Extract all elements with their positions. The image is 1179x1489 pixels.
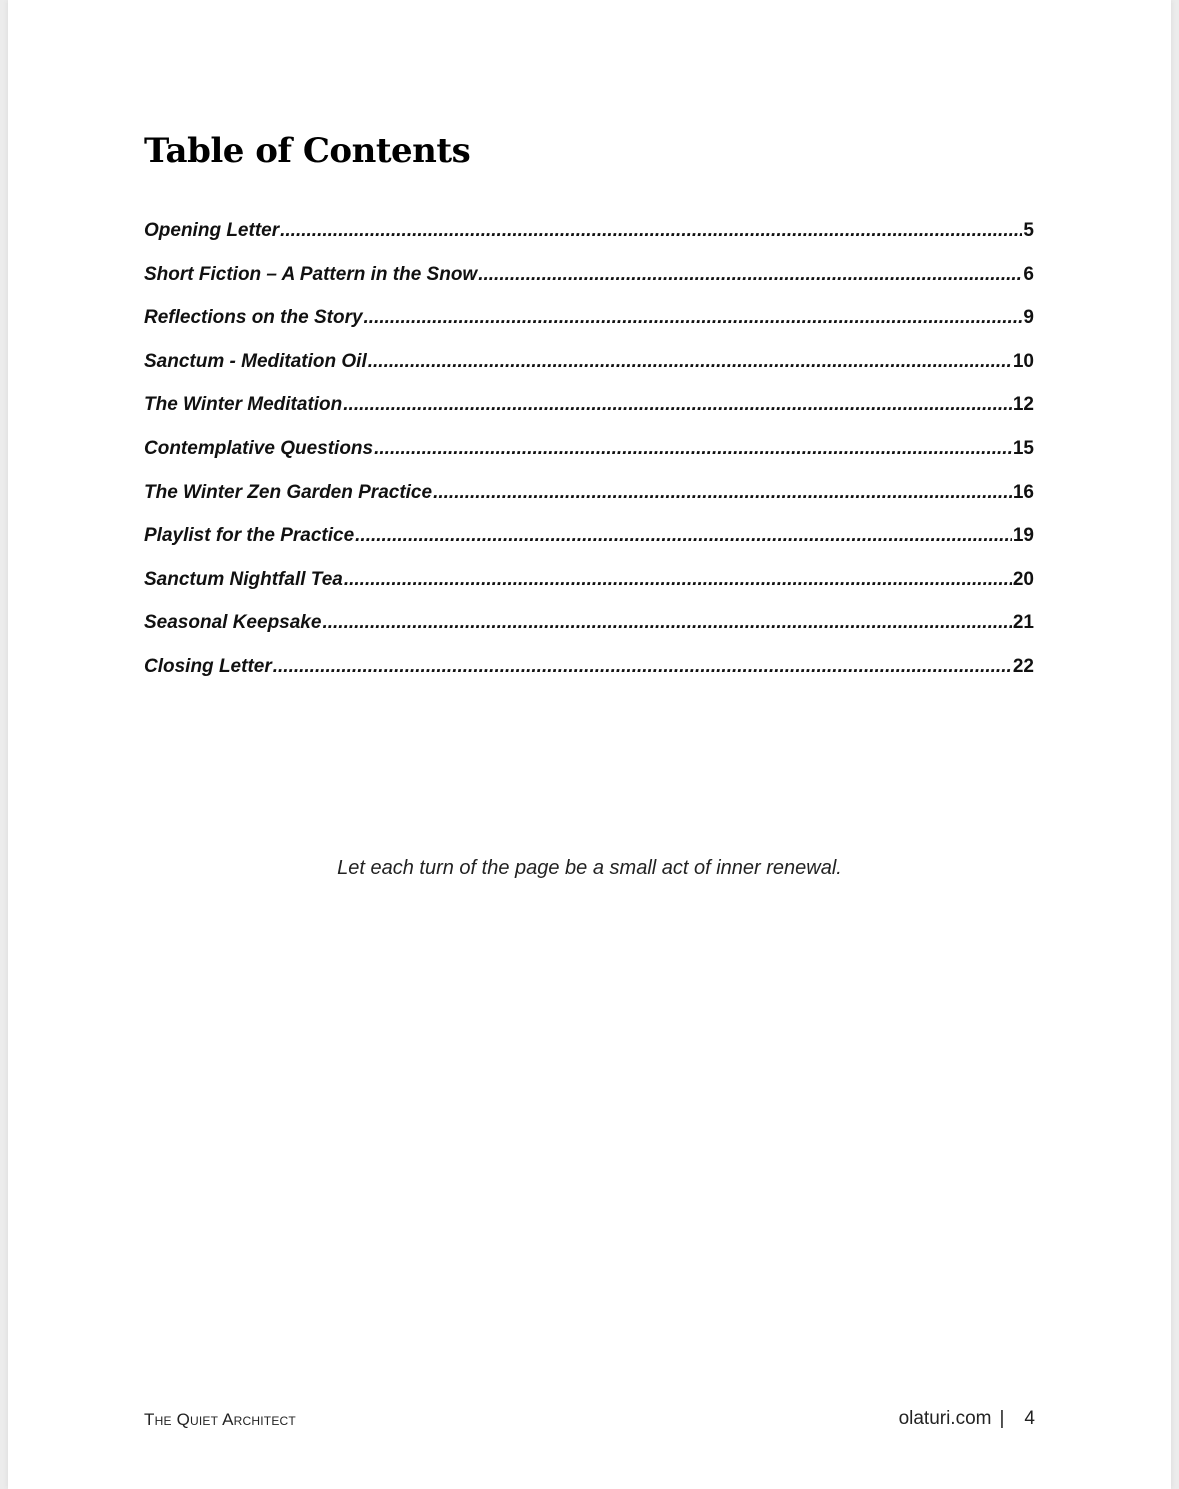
toc-dot-leader	[280, 220, 1022, 242]
toc-dot-leader	[355, 525, 1012, 547]
toc-list	[144, 220, 1034, 700]
toc-entry[interactable]	[144, 482, 1034, 526]
footer-website: olaturi.com	[898, 1408, 992, 1429]
toc-entry-label: The Winter Zen Garden Practice	[144, 481, 433, 503]
toc-dot-leader	[433, 482, 1012, 504]
toc-entry-page: 12	[1012, 394, 1034, 416]
page-title: Table of Contents	[144, 131, 471, 171]
toc-entry-page: 15	[1012, 437, 1034, 459]
toc-entry-page: 6	[1023, 263, 1034, 285]
footer-publication: The Quiet Architect	[144, 1410, 296, 1429]
toc-entry-label: Closing Letter	[144, 655, 272, 677]
toc-dot-leader	[374, 438, 1012, 460]
toc-entry-page: 9	[1023, 307, 1034, 329]
toc-entry-label: Contemplative Questions	[144, 437, 374, 459]
footer-right	[899, 1408, 1035, 1430]
toc-entry-label: Short Fiction – A Pattern in the Snow	[144, 263, 478, 285]
toc-entry[interactable]	[144, 394, 1034, 438]
toc-dot-leader	[368, 351, 1012, 373]
toc-entry[interactable]	[144, 220, 1034, 264]
toc-entry[interactable]	[144, 264, 1034, 308]
toc-dot-leader	[344, 569, 1012, 591]
toc-entry-page: 21	[1012, 612, 1034, 634]
toc-dot-leader	[478, 264, 1022, 286]
footer-separator: |	[999, 1408, 1005, 1429]
toc-entry-label: Reflections on the Story	[144, 307, 363, 329]
toc-dot-leader	[343, 394, 1012, 416]
toc-entry-label: Opening Letter	[144, 220, 280, 241]
toc-entry-label: The Winter Meditation	[144, 394, 343, 416]
footer-page-number: 4	[1024, 1408, 1035, 1429]
toc-entry-page: 22	[1012, 655, 1034, 677]
toc-entry-page: 20	[1012, 568, 1034, 590]
tagline: Let each turn of the page be a small act of inner renewal.	[337, 857, 842, 879]
toc-entry-page: 5	[1023, 220, 1034, 241]
toc-entry-label: Playlist for the Practice	[144, 525, 355, 547]
toc-entry[interactable]	[144, 438, 1034, 482]
toc-dot-leader	[322, 612, 1011, 634]
toc-entry-page: 19	[1012, 525, 1034, 547]
toc-entry-label: Seasonal Keepsake	[144, 612, 322, 634]
document-page	[8, 0, 1171, 1489]
toc-dot-leader	[364, 307, 1023, 329]
toc-entry-page: 10	[1012, 350, 1034, 372]
toc-entry[interactable]	[144, 569, 1034, 613]
toc-entry-page: 16	[1012, 481, 1034, 503]
toc-entry[interactable]	[144, 612, 1034, 656]
toc-entry[interactable]	[144, 656, 1034, 700]
toc-entry[interactable]	[144, 525, 1034, 569]
toc-entry[interactable]	[144, 307, 1034, 351]
toc-dot-leader	[273, 656, 1012, 678]
toc-entry[interactable]	[144, 351, 1034, 395]
toc-entry-label: Sanctum - Meditation Oil	[144, 350, 367, 372]
toc-entry-label: Sanctum Nightfall Tea	[144, 568, 343, 590]
